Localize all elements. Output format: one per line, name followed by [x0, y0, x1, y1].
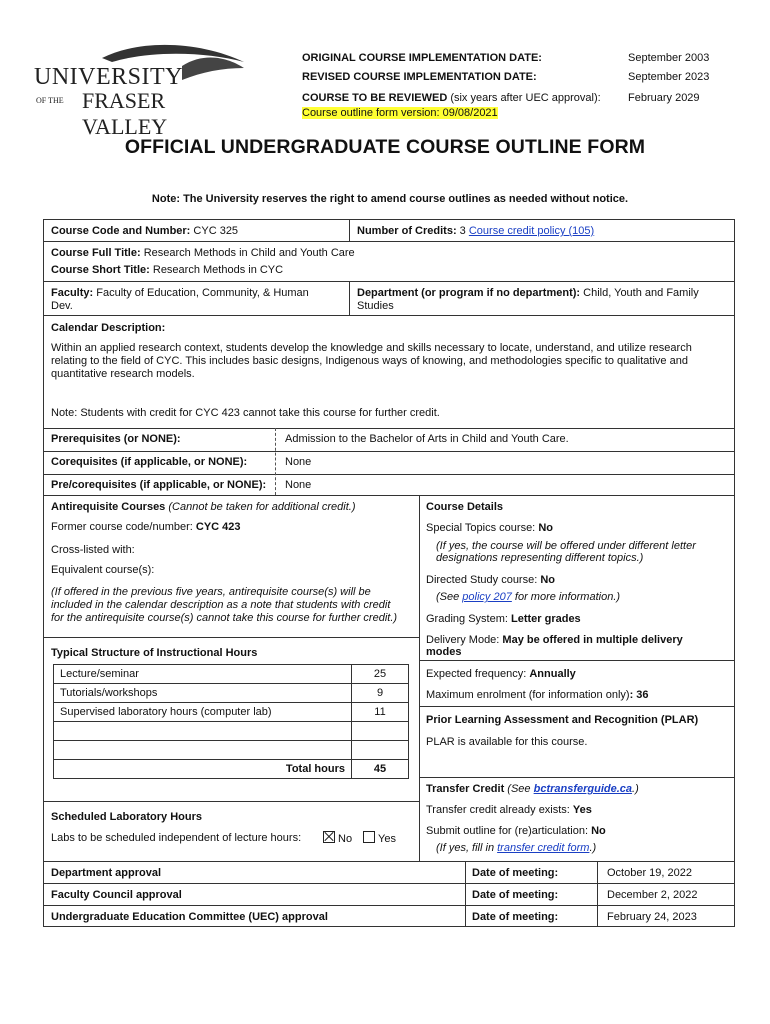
- bctransferguide-link[interactable]: bctransferguide.ca: [533, 783, 633, 795]
- transfer-credit-form-link[interactable]: transfer credit form: [497, 842, 590, 854]
- table-row: [54, 722, 409, 741]
- short-title: Course Short Title: Research Methods in CYC: [51, 264, 284, 276]
- calendar-line2: relating to the field of CYC. This includes basic designs, Indigenous ways of knowing, and methodologies specific to qualitative and: [51, 355, 688, 367]
- policy-207-link[interactable]: policy 207: [462, 591, 512, 603]
- logo-line1: UNIVERSITY: [34, 64, 183, 90]
- form-version: Course outline form version: 09/08/2021: [302, 107, 498, 119]
- expected-frequency: Expected frequency: Annually: [426, 668, 576, 680]
- prereq-label: Prerequisites (or NONE):: [51, 433, 181, 445]
- logo-line2: FRASER VALLEY: [82, 88, 168, 139]
- course-code: Course Code and Number: CYC 325: [51, 225, 239, 237]
- delivery-mode: Delivery Mode: May be offered in multiple delivery: [426, 634, 683, 646]
- delivery-mode-line2: modes: [426, 646, 462, 658]
- dept-approval-date: October 19, 2022: [607, 867, 693, 879]
- total-value: 45: [352, 760, 409, 779]
- logo-of-the: OF THE: [36, 96, 64, 105]
- antireq-heading: Antirequisite Courses (Cannot be taken for additional credit.): [51, 501, 356, 513]
- date-label: Date of meeting:: [472, 867, 559, 879]
- lab-yes-option[interactable]: Yes: [363, 831, 396, 846]
- credit-policy-link[interactable]: Course credit policy (105): [468, 225, 595, 237]
- department-line2: Studies: [357, 300, 394, 312]
- special-note1: (If yes, the course will be offered under different letter: [436, 540, 696, 552]
- special-note2: designations representing different topics.): [436, 552, 644, 564]
- precoreq-label: Pre/corequisites (if applicable, or NONE):: [51, 479, 267, 491]
- credits: Number of Credits: 3 Course credit policy (105): [357, 225, 595, 237]
- full-title: Course Full Title: Research Methods in Child and Youth Care: [51, 247, 355, 259]
- submit-outline: Submit outline for (re)articulation: No: [426, 825, 606, 837]
- table-row: [54, 741, 409, 760]
- uec-approval-date: February 24, 2023: [607, 911, 697, 923]
- cross-listed: Cross-listed with:: [51, 544, 135, 556]
- plar-label: Prior Learning Assessment and Recognition (PLAR): [426, 714, 699, 726]
- original-date-value: September 2003: [628, 52, 710, 64]
- plar-value: PLAR is available for this course.: [426, 736, 588, 748]
- grading-system: Grading System: Letter grades: [426, 613, 581, 625]
- antireq-note3: for the antirequisite course(s) cannot take this course for further credit.): [51, 612, 398, 624]
- page-title: OFFICIAL UNDERGRADUATE COURSE OUTLINE FORM: [124, 136, 646, 158]
- special-topics: Special Topics course: No: [426, 522, 553, 534]
- transfer-form-note: (If yes, fill in transfer credit form.): [436, 842, 597, 854]
- checked-box-icon[interactable]: [323, 831, 335, 843]
- unchecked-box-icon[interactable]: [363, 831, 375, 843]
- transfer-exists: Transfer credit already exists: Yes: [426, 804, 592, 816]
- date-label: Date of meeting:: [472, 889, 559, 901]
- review-date-note: (six years after UEC approval):: [447, 92, 601, 104]
- lab-no-option[interactable]: No: [323, 831, 352, 846]
- dept-approval: Department approval: [51, 867, 162, 879]
- prereq-value: Admission to the Bachelor of Arts in Child and Youth Care.: [285, 433, 569, 445]
- faculty: Faculty: Faculty of Education, Community, & Human: [51, 287, 309, 299]
- review-date-label: COURSE TO BE REVIEWED: [302, 92, 448, 104]
- university-logo: [32, 40, 252, 139]
- amend-note: Note: The University reserves the right to amend course outlines as needed without notice.: [151, 193, 629, 205]
- review-date-value: February 2029: [628, 92, 700, 104]
- former-code: Former course code/number: CYC 423: [51, 521, 241, 533]
- policy-note: (See policy 207 for more information.): [436, 591, 621, 603]
- antireq-note1: (If offered in the previous five years, antirequisite course(s) will be: [51, 586, 371, 598]
- calendar-line1: Within an applied research context, students develop the knowledge and skills necessary to locate, understand, and utilize research: [51, 342, 692, 354]
- table-row: Tutorials/workshops 9: [54, 684, 409, 703]
- details-label: Course Details: [426, 501, 504, 513]
- coreq-value: None: [285, 456, 312, 468]
- department: Department (or program if no department): Child, Youth and Family: [357, 287, 699, 299]
- faculty-approval: Faculty Council approval: [51, 889, 182, 901]
- revised-date-label: REVISED COURSE IMPLEMENTATION DATE:: [302, 71, 537, 83]
- faculty-approval-date: December 2, 2022: [607, 889, 698, 901]
- equivalent-courses: Equivalent course(s):: [51, 564, 155, 576]
- table-row: Lecture/seminar 25: [54, 665, 409, 684]
- calendar-line3: quantitative research models.: [51, 368, 195, 380]
- precoreq-value: None: [285, 479, 312, 491]
- calendar-note: Note: Students with credit for CYC 423 cannot take this course for further credit.: [51, 407, 440, 419]
- original-date-label: ORIGINAL COURSE IMPLEMENTATION DATE:: [302, 52, 542, 64]
- date-label: Date of meeting:: [472, 911, 559, 923]
- hours-label: Typical Structure of Instructional Hours: [51, 647, 258, 659]
- total-label: Total hours: [54, 760, 352, 779]
- calendar-label: Calendar Description:: [51, 322, 166, 334]
- table-row: Supervised laboratory hours (computer lab) 11: [54, 703, 409, 722]
- total-row: [54, 760, 409, 779]
- antireq-note2: included in the calendar description as a note that students with credit: [51, 599, 391, 611]
- lab-label: Scheduled Laboratory Hours: [51, 811, 202, 823]
- transfer-heading: Transfer Credit (See bctransferguide.ca.): [426, 783, 639, 795]
- uec-approval: Undergraduate Education Committee (UEC) approval: [51, 911, 328, 923]
- revised-date-value: September 2023: [628, 71, 710, 83]
- faculty-line2: Dev.: [51, 300, 73, 312]
- hours-table: [53, 664, 409, 779]
- review-date-row: [302, 92, 601, 104]
- directed-study: Directed Study course: No: [426, 574, 556, 586]
- max-enrolment: Maximum enrolment (for information only): 36: [426, 689, 649, 701]
- coreq-label: Corequisites (if applicable, or NONE):: [51, 456, 248, 468]
- lab-question: Labs to be scheduled independent of lecture hours:: [51, 832, 302, 844]
